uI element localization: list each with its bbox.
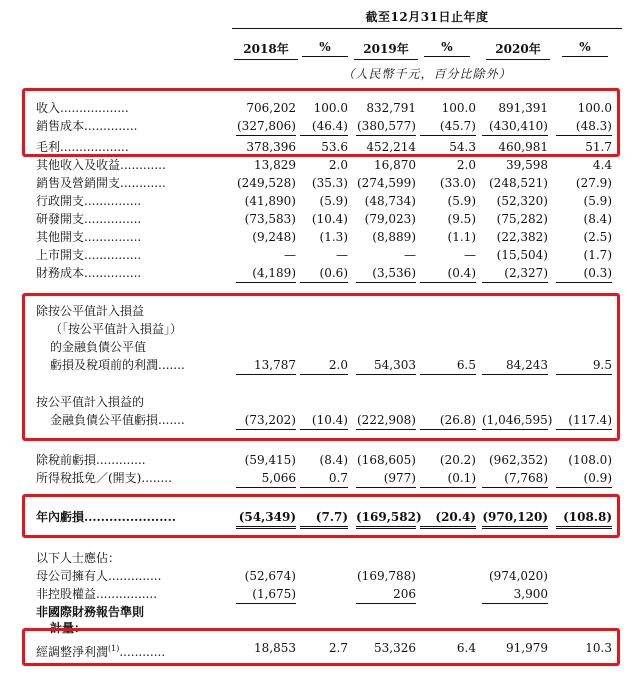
value-cell: (52,674) xyxy=(244,569,296,583)
value-cell: 2.0 xyxy=(456,158,476,172)
value-cell: 10.3 xyxy=(585,641,612,655)
value-cell: (169,582) xyxy=(356,509,416,529)
value-cell: 4.4 xyxy=(592,158,612,172)
value-cell: (48,734) xyxy=(364,194,416,208)
value-cell: 3,900 xyxy=(482,586,548,604)
table-row xyxy=(0,568,640,585)
row-label: 所得稅抵免／(開支)........ xyxy=(36,471,172,485)
value-cell: (0.6) xyxy=(300,265,348,283)
value-cell: 100.0 xyxy=(441,101,476,115)
value-cell: — xyxy=(464,248,476,262)
value-cell: 100.0 xyxy=(313,101,348,115)
value-cell: (41,890) xyxy=(244,194,296,208)
value-cell: (15,504) xyxy=(496,248,548,262)
value-cell: (7,768) xyxy=(482,470,548,488)
row-label: 金融負債公平值虧損....... xyxy=(50,413,185,427)
col-2019-pct: % xyxy=(424,40,470,57)
value-cell: (33.0) xyxy=(439,176,476,190)
row-label: 其他收入及收益............ xyxy=(36,158,166,172)
value-cell: (249,528) xyxy=(237,176,296,190)
value-cell: (4,189) xyxy=(236,265,296,283)
value-cell: 18,853 xyxy=(254,641,296,655)
table-row xyxy=(0,470,640,487)
row-label: 年內虧損...................... xyxy=(36,510,176,524)
value-cell: (79,023) xyxy=(364,212,416,226)
section-heading: 計量： xyxy=(50,621,87,635)
value-cell: (10.4) xyxy=(300,412,348,430)
row-label: 其他開支............... xyxy=(36,230,142,244)
value-cell: 9.5 xyxy=(556,357,612,375)
highlight-box-fair-value xyxy=(22,293,620,441)
table-row xyxy=(0,550,640,567)
value-cell: (35.3) xyxy=(311,176,348,190)
col-2020: 2020年 xyxy=(486,40,550,60)
value-cell: 13,787 xyxy=(236,357,296,375)
value-cell: 2.0 xyxy=(328,158,348,172)
value-cell: (962,352) xyxy=(489,453,548,467)
row-label: 研發開支............... xyxy=(36,212,142,226)
value-cell: (1.1) xyxy=(447,230,476,244)
value-cell: 2.0 xyxy=(300,357,348,375)
value-cell: (5.9) xyxy=(447,194,476,208)
value-cell: (380,577) xyxy=(356,118,416,136)
section-heading: 非國際財務報告準則 xyxy=(36,605,145,619)
value-cell: (274,599) xyxy=(357,176,416,190)
period-header: 截至12月31日止年度 xyxy=(365,10,489,24)
col-2019: 2019年 xyxy=(354,40,418,60)
row-label: 財務成本............... xyxy=(36,266,142,280)
table-row xyxy=(0,586,640,603)
row-label: 收入.................. xyxy=(36,101,129,115)
col-2020-pct: % xyxy=(562,40,608,57)
value-cell: 891,391 xyxy=(498,101,548,115)
value-cell: 452,214 xyxy=(366,140,416,154)
table-row xyxy=(0,452,640,469)
value-cell: (9.5) xyxy=(447,212,476,226)
table-row xyxy=(0,247,640,264)
value-cell: (45.7) xyxy=(420,118,476,136)
value-cell: (2,327) xyxy=(482,265,548,283)
highlight-box-loss xyxy=(22,494,620,538)
value-cell: (0.9) xyxy=(556,470,612,488)
value-cell: 39,598 xyxy=(506,158,548,172)
value-cell: 84,243 xyxy=(482,357,548,375)
section-heading: 以下人士應佔： xyxy=(36,551,121,565)
row-label: 非控股權益................ xyxy=(36,587,158,601)
value-cell: (59,415) xyxy=(244,453,296,467)
value-cell: (20.4) xyxy=(420,509,476,529)
value-cell: 54.3 xyxy=(449,140,476,154)
highlight-box-adjusted-profit xyxy=(22,628,620,666)
value-cell: (8.4) xyxy=(319,453,348,467)
row-label: 銷售及營銷開支............ xyxy=(36,176,166,190)
value-cell: (5.9) xyxy=(583,194,612,208)
value-cell: (248,521) xyxy=(489,176,548,190)
value-cell: 53.6 xyxy=(321,140,348,154)
value-cell: (108.0) xyxy=(568,453,612,467)
value-cell: 706,202 xyxy=(246,101,296,115)
table-row xyxy=(0,604,640,621)
value-cell: (46.4) xyxy=(300,118,348,136)
value-cell: (0.3) xyxy=(556,265,612,283)
highlight-box-revenue xyxy=(22,88,620,157)
value-cell: (327,806) xyxy=(236,118,296,136)
value-cell: 53,326 xyxy=(374,641,416,655)
value-cell: — xyxy=(336,248,348,262)
value-cell: 54,303 xyxy=(356,357,416,375)
value-cell: (5.9) xyxy=(319,194,348,208)
value-cell: (222,908) xyxy=(356,412,416,430)
header-rule xyxy=(232,28,622,29)
value-cell: (168,605) xyxy=(357,453,416,467)
value-cell: (430,410) xyxy=(482,118,548,136)
value-cell: (977) xyxy=(356,470,416,488)
col-2018: 2018年 xyxy=(234,40,298,60)
value-cell: 91,979 xyxy=(506,641,548,655)
value-cell: 13,829 xyxy=(254,158,296,172)
value-cell: 6.5 xyxy=(420,357,476,375)
value-cell: (75,282) xyxy=(496,212,548,226)
value-cell: — xyxy=(404,248,416,262)
value-cell: (54,349) xyxy=(236,509,296,529)
row-label: 按公平值計入損益的 xyxy=(36,395,145,409)
value-cell: (26.8) xyxy=(420,412,476,430)
table-row xyxy=(0,229,640,246)
value-cell: — xyxy=(284,248,296,262)
value-cell: (1.3) xyxy=(319,230,348,244)
value-cell: (0.1) xyxy=(420,470,476,488)
value-cell: (22,382) xyxy=(496,230,548,244)
row-label: 經調整淨利潤$^{(1)}$............ xyxy=(36,644,166,659)
value-cell: (20.2) xyxy=(439,453,476,467)
table-row xyxy=(0,193,640,210)
value-cell: (2.5) xyxy=(583,230,612,244)
row-label: 銷售成本.............. xyxy=(36,119,138,133)
unit-note: （人民幣千元，百分比除外） xyxy=(342,67,512,81)
value-cell: (974,020) xyxy=(489,569,548,583)
table-row xyxy=(0,211,640,228)
value-cell: (27.9) xyxy=(575,176,612,190)
row-label: 母公司擁有人.............. xyxy=(36,569,162,583)
row-label: 除按公平值計入損益 xyxy=(36,304,145,318)
value-cell: 832,791 xyxy=(366,101,416,115)
table-row xyxy=(0,157,640,174)
value-cell: 5,066 xyxy=(236,470,296,488)
value-cell: 0.7 xyxy=(300,470,348,488)
value-cell: (8,889) xyxy=(372,230,416,244)
value-cell: (73,202) xyxy=(236,412,296,430)
col-2018-pct: % xyxy=(302,40,348,57)
value-cell: (73,583) xyxy=(244,212,296,226)
value-cell: 378,396 xyxy=(246,140,296,154)
value-cell: (52,320) xyxy=(496,194,548,208)
value-cell: (10.4) xyxy=(311,212,348,226)
value-cell: (1.7) xyxy=(583,248,612,262)
value-cell: (1,046,595) xyxy=(482,412,548,430)
value-cell: (1,675) xyxy=(236,586,296,604)
value-cell: (8.4) xyxy=(583,212,612,226)
value-cell: 460,981 xyxy=(498,140,548,154)
row-label: 的金融負債公平值 xyxy=(50,340,147,354)
value-cell: (108.8) xyxy=(556,509,612,529)
table-row xyxy=(0,265,640,282)
value-cell: 6.4 xyxy=(456,641,476,655)
value-cell: 206 xyxy=(356,586,416,604)
value-cell: (169,788) xyxy=(357,569,416,583)
value-cell: (0.4) xyxy=(420,265,476,283)
value-cell: (970,120) xyxy=(482,509,548,529)
value-cell: (7.7) xyxy=(300,509,348,529)
value-cell: (3,536) xyxy=(356,265,416,283)
value-cell: 51.7 xyxy=(585,140,612,154)
value-cell: 16,870 xyxy=(374,158,416,172)
row-label: （「按公平值計入損益」） xyxy=(50,322,183,336)
table-row xyxy=(0,175,640,192)
value-cell: (117.4) xyxy=(556,412,612,430)
row-label: 除稅前虧損............. xyxy=(36,453,146,467)
row-label: 虧損及稅項前的利潤....... xyxy=(50,358,185,372)
value-cell: (48.3) xyxy=(556,118,612,136)
value-cell: 100.0 xyxy=(577,101,612,115)
value-cell: (9,248) xyxy=(252,230,296,244)
row-label: 行政開支............... xyxy=(36,194,142,208)
row-label: 上市開支............... xyxy=(36,248,142,262)
value-cell: 2.7 xyxy=(328,641,348,655)
row-label: 毛利.................. xyxy=(36,140,129,154)
